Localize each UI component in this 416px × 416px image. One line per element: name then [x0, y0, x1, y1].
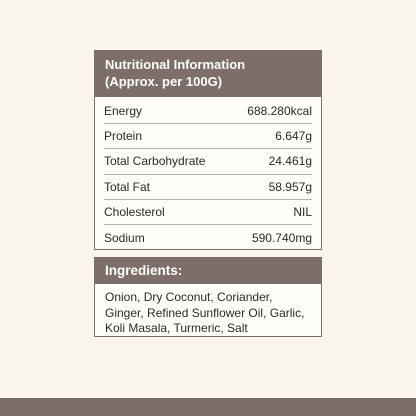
nutrient-value: 24.461g — [268, 154, 312, 169]
ingredients-list: Onion, Dry Coconut, Coriander, Ginger, Refined Sunflower Oil, Garlic, Koli Masala, Turmeric, Salt — [105, 290, 305, 335]
footer-bar — [0, 398, 416, 416]
nutrition-row-carbohydrate — [104, 149, 312, 174]
nutrient-label: Cholesterol — [104, 204, 165, 219]
nutrient-label: Energy — [104, 104, 143, 119]
nutrient-label: Protein — [104, 129, 143, 144]
nutrient-label: Total Carbohydrate — [104, 154, 206, 169]
ingredients-header — [95, 258, 321, 284]
ingredients-box — [94, 257, 322, 337]
ingredients-title: Ingredients: — [105, 263, 183, 278]
nutrient-value: 688.280kcal — [247, 104, 312, 119]
nutrition-title: Nutritional Information — [105, 57, 246, 72]
nutrition-rows — [95, 97, 321, 250]
nutrition-row-protein — [104, 124, 312, 149]
nutrient-value: NIL — [293, 204, 312, 219]
nutrient-value: 590.740mg — [251, 230, 312, 245]
nutrient-value: 58.957g — [268, 179, 312, 194]
nutrition-header — [95, 51, 321, 97]
nutrition-subtitle: (Approx. per 100G) — [105, 74, 223, 89]
nutrition-table — [94, 50, 322, 250]
nutrient-label: Sodium — [104, 230, 145, 245]
nutrition-row-fat — [104, 175, 312, 200]
nutrient-label: Total Fat — [104, 179, 151, 194]
nutrition-row-energy — [104, 99, 312, 124]
nutrient-value: 6.647g — [275, 129, 312, 144]
nutrition-row-cholesterol — [104, 200, 312, 225]
nutrition-row-sodium — [104, 225, 312, 250]
